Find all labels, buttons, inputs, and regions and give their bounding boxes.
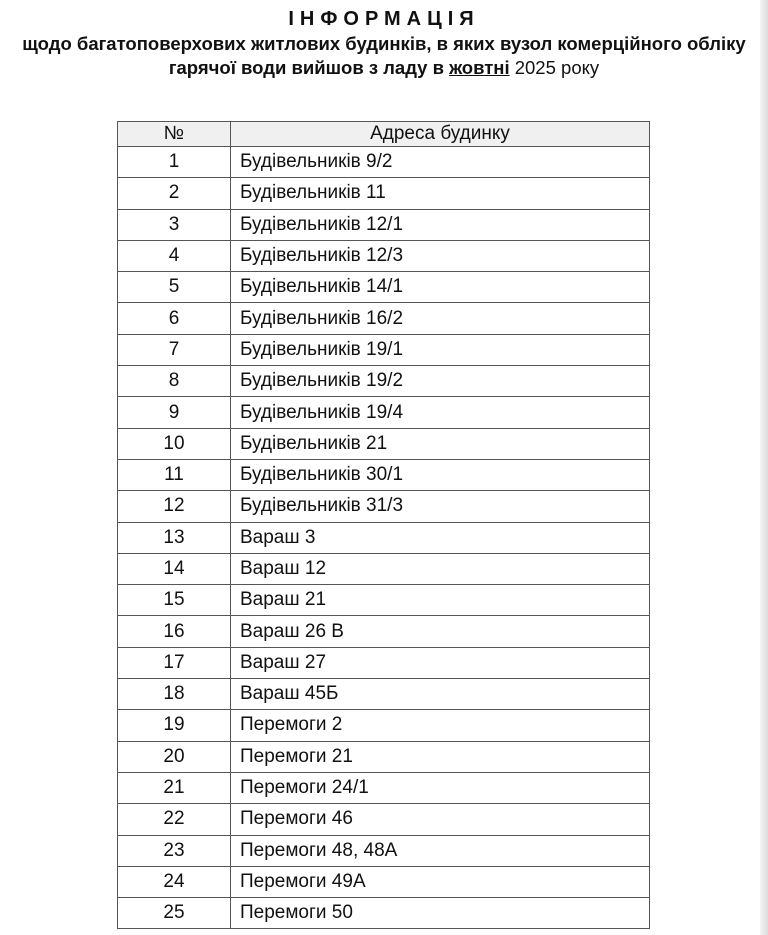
table-header-row	[118, 122, 650, 147]
row-number: 25	[118, 898, 231, 929]
row-number: 5	[118, 272, 231, 303]
row-address: Будівельників 19/2	[231, 366, 650, 397]
table-row	[118, 710, 650, 741]
row-address: Будівельників 30/1	[231, 459, 650, 490]
row-number: 17	[118, 647, 231, 678]
table-row	[118, 366, 650, 397]
table-row	[118, 772, 650, 803]
row-number: 22	[118, 804, 231, 835]
row-address: Вараш 3	[231, 522, 650, 553]
table-row	[118, 240, 650, 271]
table-row	[118, 178, 650, 209]
row-address: Перемоги 2	[231, 710, 650, 741]
table-row	[118, 334, 650, 365]
row-number: 20	[118, 741, 231, 772]
table-row	[118, 616, 650, 647]
row-number: 8	[118, 366, 231, 397]
row-address: Будівельників 9/2	[231, 147, 650, 178]
table-row	[118, 147, 650, 178]
row-address: Перемоги 48, 48А	[231, 835, 650, 866]
row-address: Будівельників 21	[231, 428, 650, 459]
row-number: 6	[118, 303, 231, 334]
row-number: 16	[118, 616, 231, 647]
row-address: Вараш 21	[231, 585, 650, 616]
row-number: 10	[118, 428, 231, 459]
table-row	[118, 898, 650, 929]
row-number: 15	[118, 585, 231, 616]
subtitle-month: жовтні	[449, 57, 510, 78]
column-header-address: Адреса будинку	[231, 122, 650, 147]
row-address: Будівельників 31/3	[231, 491, 650, 522]
table-row	[118, 741, 650, 772]
document-subtitle-line-2	[0, 56, 768, 80]
row-address: Будівельників 11	[231, 178, 650, 209]
document-title: ІНФОРМАЦІЯ	[288, 8, 480, 30]
table-row	[118, 866, 650, 897]
addresses-table	[117, 121, 650, 929]
document-subtitle-line-1	[0, 32, 768, 56]
row-number: 2	[118, 178, 231, 209]
column-header-number: №	[118, 122, 231, 147]
row-address: Перемоги 46	[231, 804, 650, 835]
row-address: Вараш 12	[231, 553, 650, 584]
row-number: 23	[118, 835, 231, 866]
row-address: Перемоги 24/1	[231, 772, 650, 803]
table-row	[118, 585, 650, 616]
row-number: 13	[118, 522, 231, 553]
row-number: 1	[118, 147, 231, 178]
subtitle-line-2-text: гарячої води вийшов з ладу в	[168, 57, 450, 78]
table-row	[118, 804, 650, 835]
table-row	[118, 835, 650, 866]
row-address: Будівельників 14/1	[231, 272, 650, 303]
row-address: Будівельників 19/1	[231, 334, 650, 365]
row-number: 18	[118, 679, 231, 710]
table-row	[118, 647, 650, 678]
page-edge-shadow	[760, 0, 768, 935]
table-row	[118, 428, 650, 459]
row-number: 11	[118, 459, 231, 490]
row-address: Вараш 27	[231, 647, 650, 678]
row-number: 12	[118, 491, 231, 522]
row-number: 21	[118, 772, 231, 803]
row-address: Будівельників 19/4	[231, 397, 650, 428]
table-row	[118, 679, 650, 710]
row-number: 3	[118, 209, 231, 240]
row-number: 24	[118, 866, 231, 897]
row-address: Будівельників 12/3	[231, 240, 650, 271]
row-number: 9	[118, 397, 231, 428]
row-address: Перемоги 49А	[231, 866, 650, 897]
subtitle-year: 2025 року	[514, 57, 600, 78]
row-address: Перемоги 21	[231, 741, 650, 772]
table-row	[118, 553, 650, 584]
row-number: 19	[118, 710, 231, 741]
row-address: Вараш 45Б	[231, 679, 650, 710]
table-row	[118, 209, 650, 240]
row-number: 4	[118, 240, 231, 271]
row-number: 14	[118, 553, 231, 584]
row-address: Вараш 26 В	[231, 616, 650, 647]
table-row	[118, 522, 650, 553]
table-row	[118, 397, 650, 428]
table-row	[118, 303, 650, 334]
row-number: 7	[118, 334, 231, 365]
table-row	[118, 272, 650, 303]
document-header	[0, 6, 768, 80]
table-row	[118, 459, 650, 490]
row-address: Перемоги 50	[231, 898, 650, 929]
table-row	[118, 491, 650, 522]
subtitle-line-1-text: щодо багатоповерхових житлових будинків, в яких вузол комерційного обліку	[22, 33, 746, 54]
row-address: Будівельників 12/1	[231, 209, 650, 240]
row-address: Будівельників 16/2	[231, 303, 650, 334]
